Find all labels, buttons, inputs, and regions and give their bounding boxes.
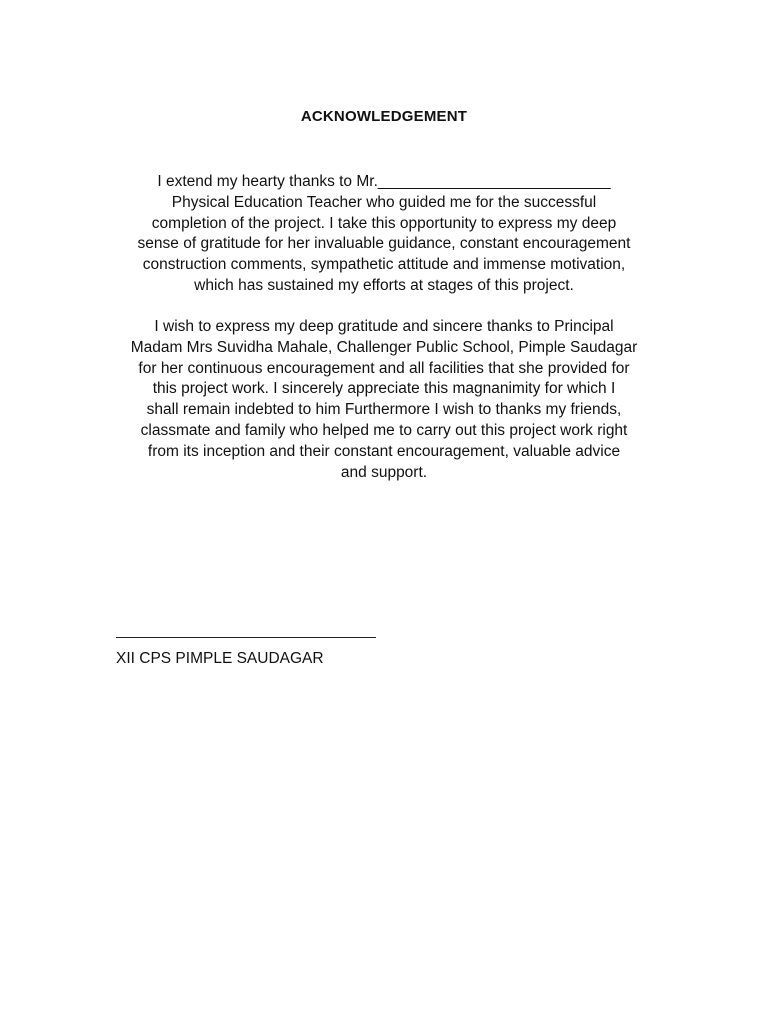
signature-label: XII CPS PIMPLE SAUDAGAR [116,650,324,667]
paragraph-line: this project work. I sincerely appreciate this magnanimity for which I [152,380,616,398]
paragraph-line: sense of gratitude for her invaluable guidance, constant encouragement [137,235,631,253]
paragraph-line: I wish to express my deep gratitude and sincere thanks to Principal [154,318,614,335]
acknowledgement-paragraph-2 [112,317,656,483]
paragraph-line: which has sustained my efforts at stages of this project. [194,276,574,294]
acknowledgement-paragraph-1 [112,172,656,297]
paragraph-line: from its inception and their constant encouragement, valuable advice [147,442,621,460]
paragraph-line: and support. [340,463,428,481]
paragraph-line: completion of the project. I take this opportunity to express my deep [151,214,617,232]
paragraph-line: construction comments, sympathetic attitude and immense motivation, [142,256,626,274]
paragraph-line: shall remain indebted to him Furthermore I wish to thanks my friends, [146,401,622,419]
page-title: ACKNOWLEDGEMENT [300,108,468,125]
paragraph-line: I extend my hearty thanks to Mr.___________________________ [157,173,611,190]
signature-line [116,637,376,638]
paragraph-line: for her continuous encouragement and all facilities that she provided for [138,359,630,377]
paragraph-line: Madam Mrs Suvidha Mahale, Challenger Public School, Pimple Saudagar [130,338,638,356]
paragraph-line: Physical Education Teacher who guided me for the successful [171,193,597,211]
paragraph-line: classmate and family who helped me to carry out this project work right [140,421,628,439]
